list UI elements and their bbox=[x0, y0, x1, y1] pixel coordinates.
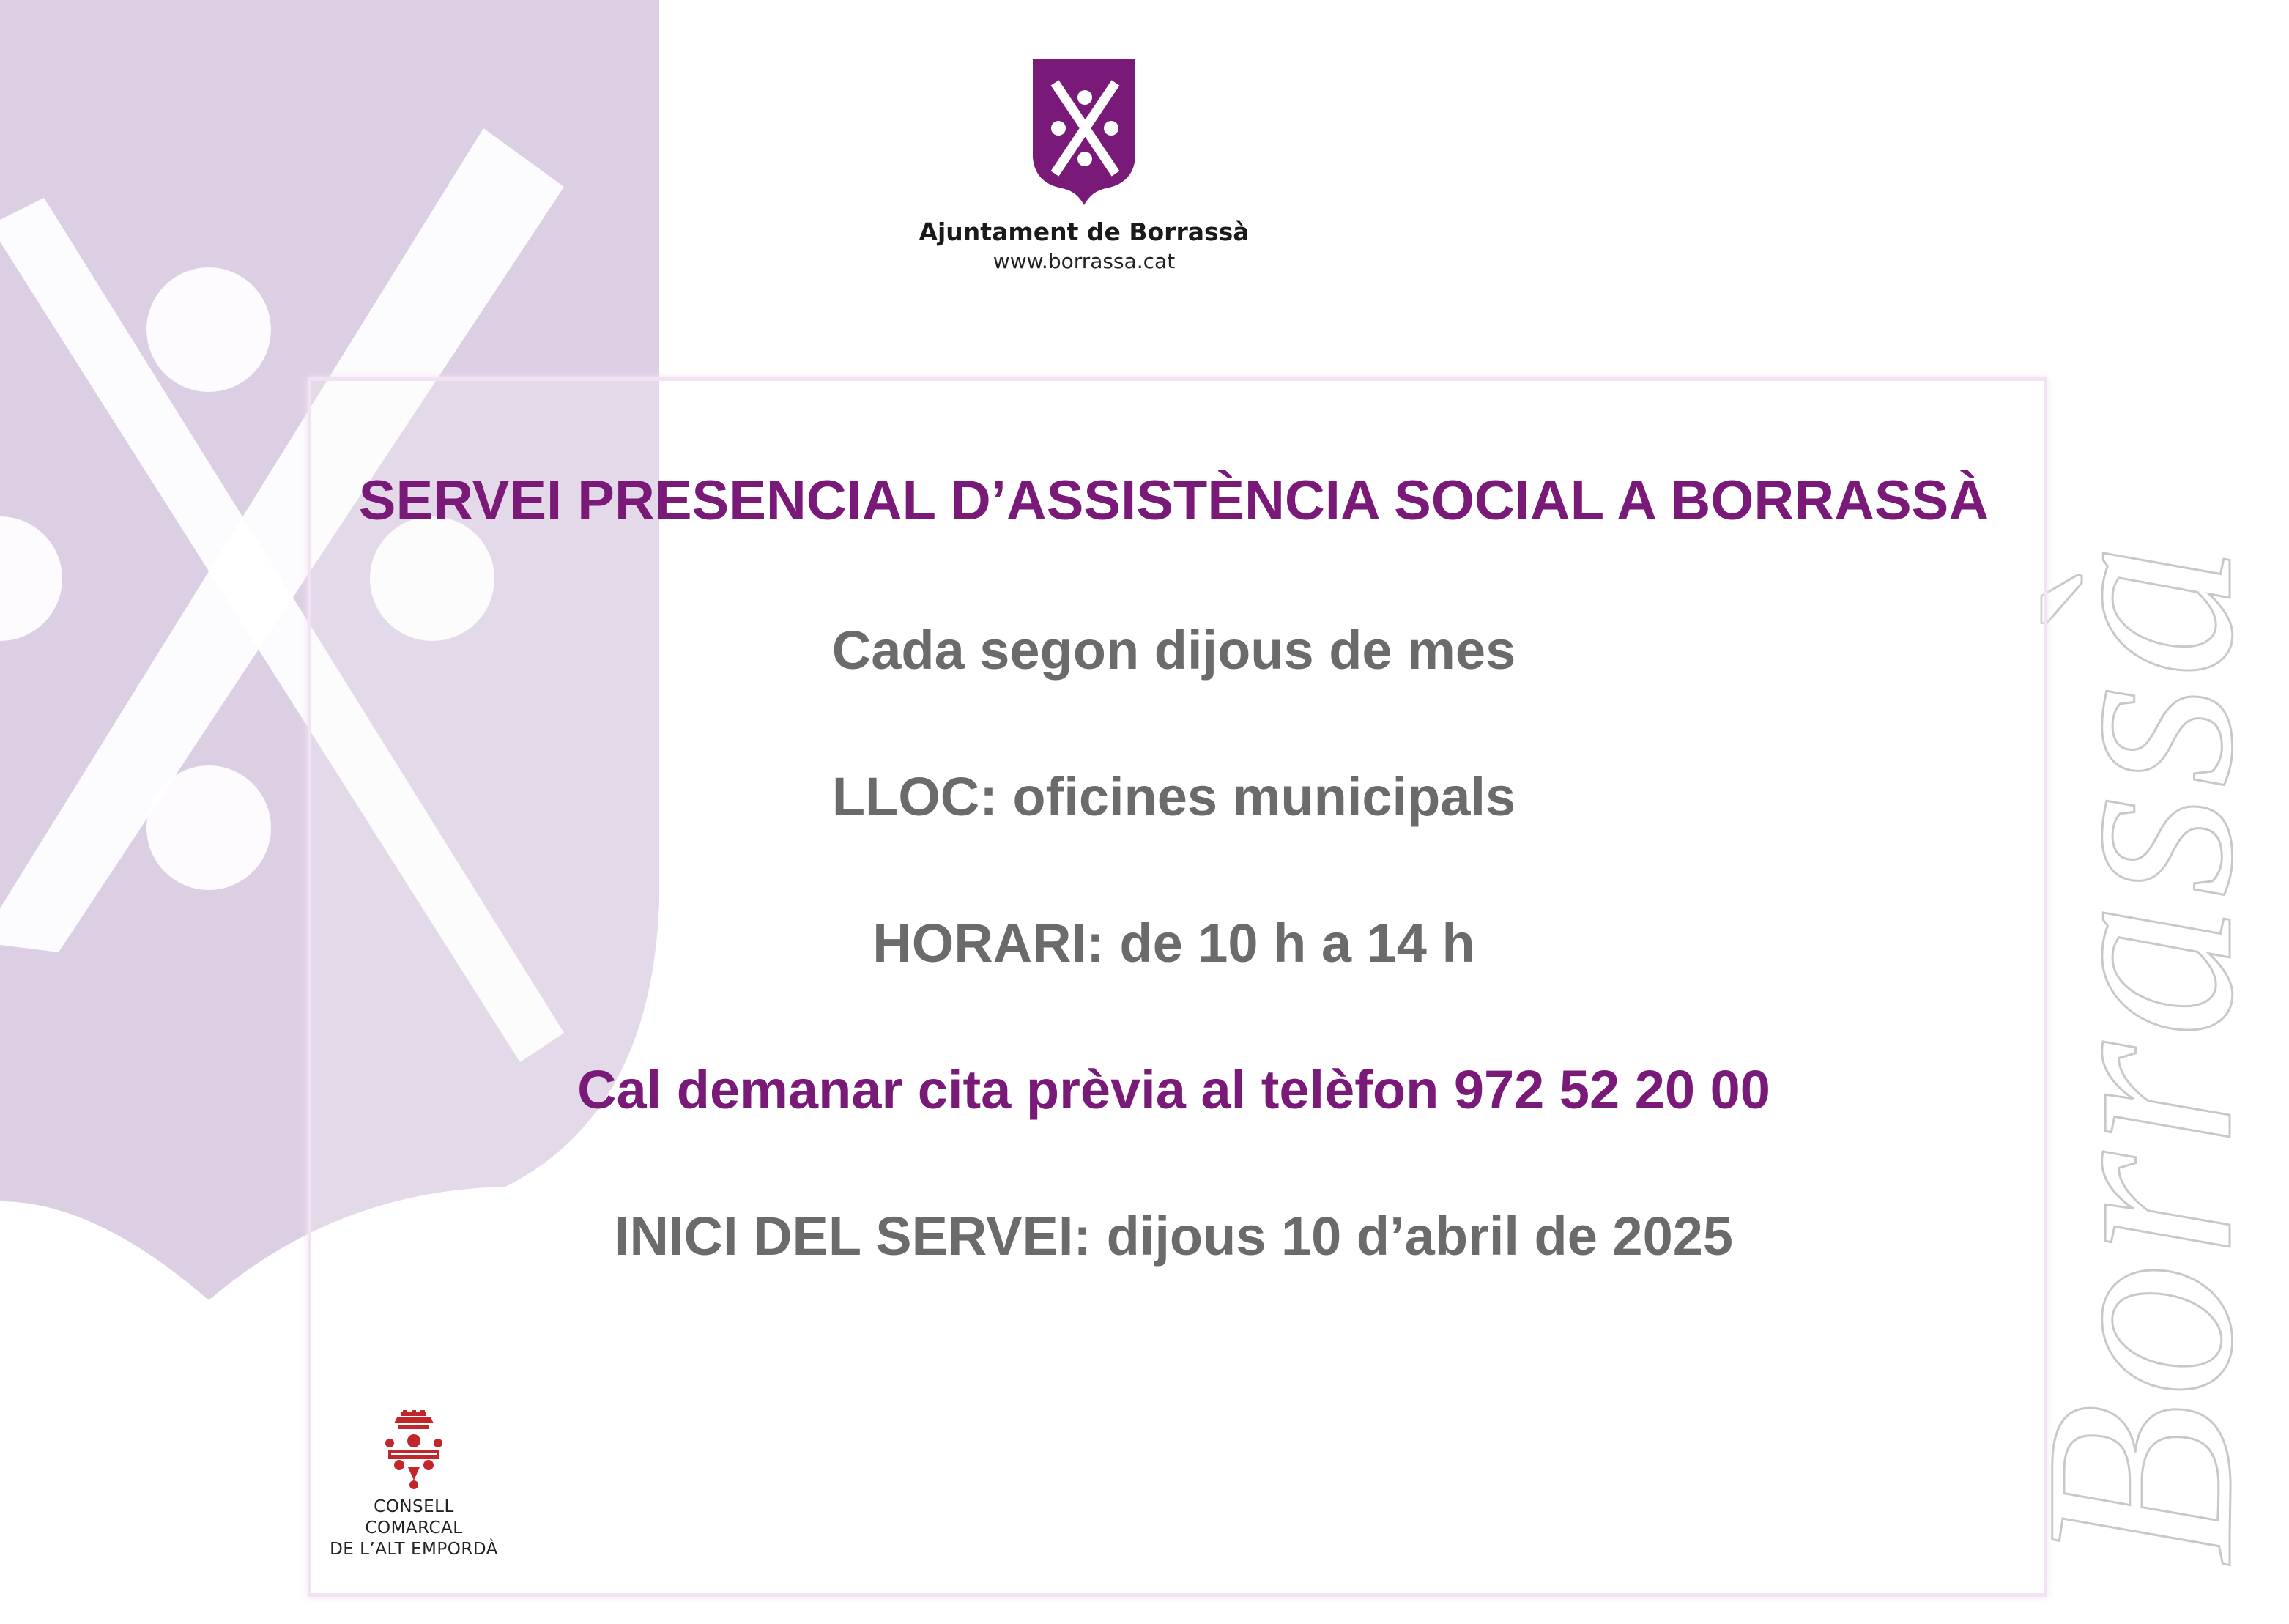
header-logo-block bbox=[879, 55, 1289, 297]
vertical-watermark-word: Borrassà bbox=[1989, 538, 2289, 1568]
notice-place bbox=[308, 765, 2040, 828]
content-frame bbox=[308, 377, 2047, 1597]
borrassa-coat-of-arms-icon bbox=[1029, 55, 1139, 209]
notice-frequency: Cada segon dijous de mes bbox=[831, 620, 1516, 681]
place-value: oficines municipals bbox=[1012, 766, 1516, 827]
council-name-line2: DE L’ALT EMPORDÀ bbox=[330, 1539, 498, 1559]
notice-appointment: Cal demanar cita prèvia al telèfon 972 52 20 00 bbox=[577, 1059, 1770, 1120]
notice-title: SERVEI PRESENCIAL D’ASSISTÈNCIA SOCIAL A BORRASSÀ bbox=[358, 470, 1989, 532]
council-logo-block bbox=[322, 1410, 505, 1560]
website-link[interactable]: www.borrassa.cat bbox=[993, 249, 1176, 273]
council-name-line1: CONSELL COMARCAL bbox=[365, 1497, 463, 1538]
notice-start-date: INICI DEL SERVEI: dijous 10 d’abril de 2025 bbox=[614, 1206, 1734, 1267]
council-emblem-icon bbox=[381, 1410, 447, 1491]
org-name: Ajuntament de Borrassà bbox=[919, 218, 1250, 246]
place-label: LLOC bbox=[831, 766, 980, 827]
council-name bbox=[322, 1497, 505, 1560]
notice-schedule: HORARI: de 10 h a 14 h bbox=[872, 913, 1475, 974]
place-separator: : bbox=[979, 766, 1013, 827]
